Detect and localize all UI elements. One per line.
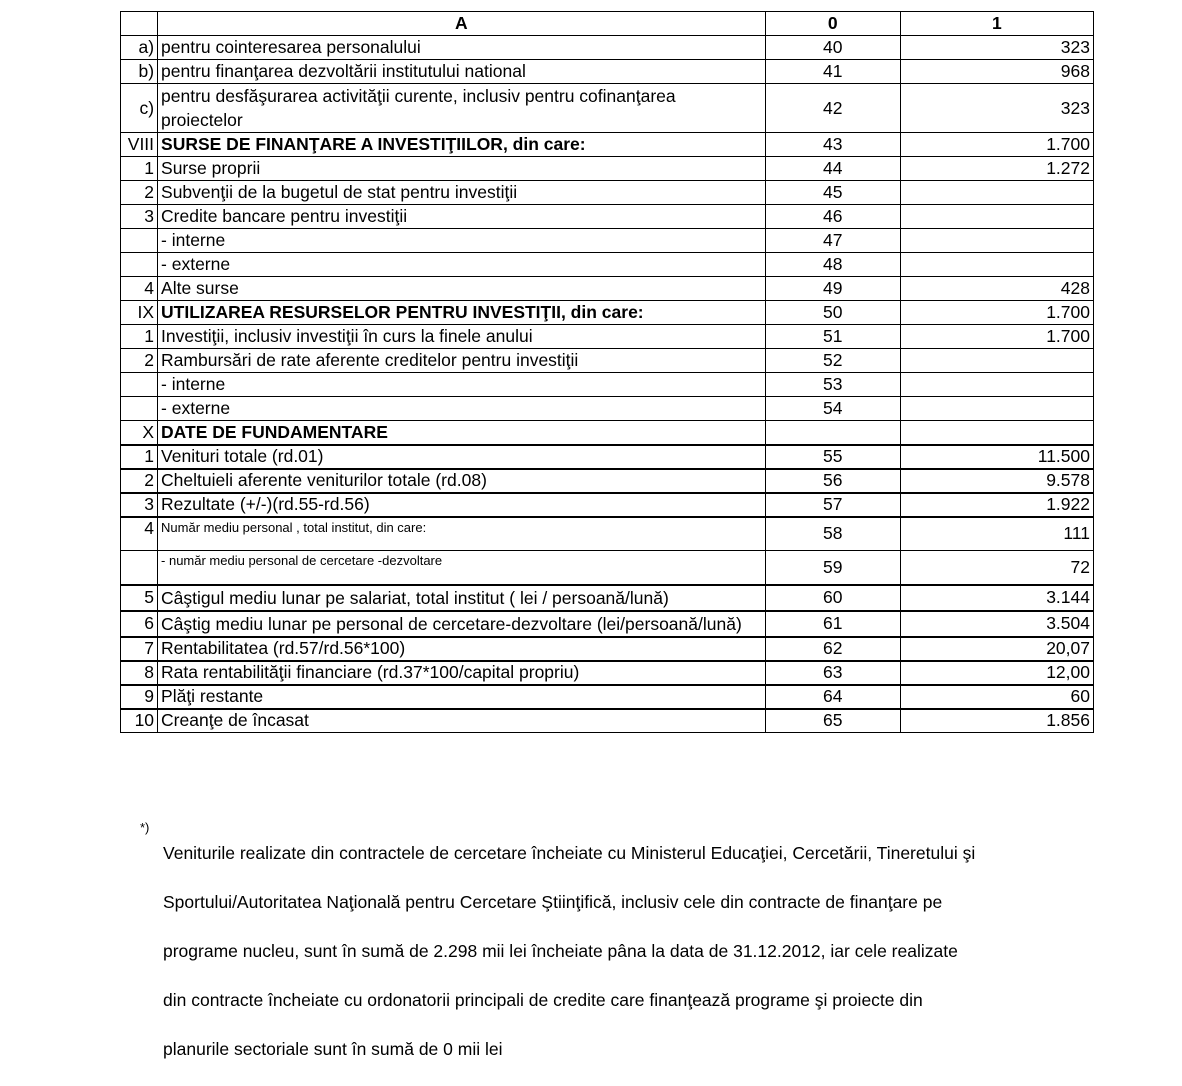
header-col-0: 0 — [765, 12, 900, 36]
row-label: Câştigul mediu lunar pe salariat, total institut ( lei / persoană/lună) — [158, 585, 766, 611]
row-label: Credite bancare pentru investiţii — [158, 205, 766, 229]
row-index: c) — [121, 84, 158, 133]
row-index: 1 — [121, 445, 158, 469]
row-index: 8 — [121, 661, 158, 685]
row-index: b) — [121, 60, 158, 84]
row-label: - interne — [158, 229, 766, 253]
row-index: 1 — [121, 325, 158, 349]
table-row — [121, 445, 1094, 469]
row-value: 9.578 — [900, 469, 1093, 493]
row-index — [121, 397, 158, 421]
row-index: 3 — [121, 205, 158, 229]
row-label: Venituri totale (rd.01) — [158, 445, 766, 469]
row-code: 64 — [765, 685, 900, 709]
row-value — [900, 373, 1093, 397]
table-row — [121, 301, 1094, 325]
footnote-line: Sportului/Autoritatea Naţională pentru Cercetare Ştiinţifică, inclusiv cele din contracte de finanţare pe — [163, 891, 943, 912]
table-row — [121, 133, 1094, 157]
row-label: Număr mediu personal , total institut, din care: — [158, 517, 766, 551]
row-index: IX — [121, 301, 158, 325]
row-label: Subvenţii de la bugetul de stat pentru investiţii — [158, 181, 766, 205]
table-row — [121, 84, 1094, 133]
row-label: - număr mediu personal de cercetare -dezvoltare — [158, 551, 766, 585]
table-row — [121, 229, 1094, 253]
row-code: 59 — [765, 551, 900, 585]
row-label: Rata rentabilităţii financiare (rd.37*100/capital propriu) — [158, 661, 766, 685]
row-code: 55 — [765, 445, 900, 469]
row-value: 72 — [900, 551, 1093, 585]
row-index: 2 — [121, 181, 158, 205]
row-code: 40 — [765, 36, 900, 60]
row-label: UTILIZAREA RESURSELOR PENTRU INVESTIŢII, din care: — [158, 301, 766, 325]
footnote-line: programe nucleu, sunt în sumă de 2.298 mii lei încheiate pâna la data de 31.12.2012, iar cele realizate — [163, 940, 958, 961]
row-label: Plăţi restante — [158, 685, 766, 709]
header-col-1: 1 — [900, 12, 1093, 36]
row-index: 7 — [121, 637, 158, 661]
table-row — [121, 517, 1094, 551]
row-label: pentru desfăşurarea activităţii curente, inclusiv pentru cofinanţarea proiectelor — [158, 84, 766, 133]
row-label: Rezultate (+/-)(rd.55-rd.56) — [158, 493, 766, 517]
row-index: VIII — [121, 133, 158, 157]
table-row — [121, 685, 1094, 709]
row-code: 57 — [765, 493, 900, 517]
row-value — [900, 397, 1093, 421]
row-code: 51 — [765, 325, 900, 349]
row-value: 323 — [900, 84, 1093, 133]
row-index: 2 — [121, 349, 158, 373]
row-value: 3.504 — [900, 611, 1093, 637]
row-code: 65 — [765, 709, 900, 733]
row-index: 4 — [121, 517, 158, 551]
row-code: 43 — [765, 133, 900, 157]
row-index — [121, 373, 158, 397]
row-index — [121, 253, 158, 277]
row-label: pentru finanţarea dezvoltării institutului national — [158, 60, 766, 84]
row-code: 44 — [765, 157, 900, 181]
row-value — [900, 205, 1093, 229]
table-row — [121, 637, 1094, 661]
row-label: Rambursări de rate aferente creditelor pentru investiţii — [158, 349, 766, 373]
table-row — [121, 60, 1094, 84]
header-idx — [121, 12, 158, 36]
row-index — [121, 229, 158, 253]
table-row — [121, 349, 1094, 373]
footnote-text — [163, 816, 1100, 1086]
row-index: a) — [121, 36, 158, 60]
row-code: 46 — [765, 205, 900, 229]
row-value: 12,00 — [900, 661, 1093, 685]
footnote-line: din contracte încheiate cu ordonatorii principali de credite care finanţează programe şi proiecte din — [163, 989, 923, 1010]
row-index: 9 — [121, 685, 158, 709]
row-index: 6 — [121, 611, 158, 637]
table-row — [121, 277, 1094, 301]
table-row — [121, 373, 1094, 397]
row-value: 1.700 — [900, 133, 1093, 157]
table-row — [121, 493, 1094, 517]
row-label: pentru cointeresarea personalului — [158, 36, 766, 60]
table-row — [121, 469, 1094, 493]
table-row — [121, 205, 1094, 229]
row-code: 49 — [765, 277, 900, 301]
table-row — [121, 421, 1094, 445]
row-code: 56 — [765, 469, 900, 493]
row-label: DATE DE FUNDAMENTARE — [158, 421, 766, 445]
row-value: 20,07 — [900, 637, 1093, 661]
footnote — [140, 816, 1100, 1086]
row-value: 428 — [900, 277, 1093, 301]
row-index: 4 — [121, 277, 158, 301]
row-value: 1.922 — [900, 493, 1093, 517]
table-row — [121, 661, 1094, 685]
row-value: 11.500 — [900, 445, 1093, 469]
table-row — [121, 253, 1094, 277]
row-label: Cheltuieli aferente veniturilor totale (rd.08) — [158, 469, 766, 493]
row-label: Câştig mediu lunar pe personal de cercetare-dezvoltare (lei/persoană/lună) — [158, 611, 766, 637]
row-code: 63 — [765, 661, 900, 685]
row-code: 61 — [765, 611, 900, 637]
row-index: 5 — [121, 585, 158, 611]
table-header-row — [121, 12, 1094, 36]
row-code — [765, 421, 900, 445]
row-code: 41 — [765, 60, 900, 84]
row-value: 60 — [900, 685, 1093, 709]
header-col-a: A — [158, 12, 766, 36]
footnote-marker: *) — [140, 820, 150, 835]
row-label: Rentabilitatea (rd.57/rd.56*100) — [158, 637, 766, 661]
row-value: 1.856 — [900, 709, 1093, 733]
row-label: - interne — [158, 373, 766, 397]
row-code: 60 — [765, 585, 900, 611]
row-value: 3.144 — [900, 585, 1093, 611]
footnote-line: Veniturile realizate din contractele de cercetare încheiate cu Ministerul Educaţiei, Cercetării, Tineretului şi — [163, 842, 976, 863]
row-index: 1 — [121, 157, 158, 181]
row-index: 3 — [121, 493, 158, 517]
row-value — [900, 181, 1093, 205]
row-value: 323 — [900, 36, 1093, 60]
row-value: 1.272 — [900, 157, 1093, 181]
row-code: 62 — [765, 637, 900, 661]
footnote-line: planurile sectoriale sunt în sumă de 0 mii lei — [163, 1038, 503, 1059]
row-index — [121, 551, 158, 585]
row-label: SURSE DE FINANŢARE A INVESTIŢIILOR, din care: — [158, 133, 766, 157]
row-code: 52 — [765, 349, 900, 373]
row-code: 58 — [765, 517, 900, 551]
row-code: 42 — [765, 84, 900, 133]
financial-table — [120, 11, 1094, 733]
row-label: Surse proprii — [158, 157, 766, 181]
row-code: 48 — [765, 253, 900, 277]
row-value: 111 — [900, 517, 1093, 551]
table-row — [121, 157, 1094, 181]
table-row — [121, 551, 1094, 585]
row-code: 50 — [765, 301, 900, 325]
row-label: Creanţe de încasat — [158, 709, 766, 733]
table-row — [121, 709, 1094, 733]
row-code: 47 — [765, 229, 900, 253]
row-value — [900, 421, 1093, 445]
row-label: - externe — [158, 253, 766, 277]
row-value: 968 — [900, 60, 1093, 84]
row-code: 53 — [765, 373, 900, 397]
table-row — [121, 181, 1094, 205]
table-row — [121, 585, 1094, 611]
row-label: - externe — [158, 397, 766, 421]
row-value: 1.700 — [900, 325, 1093, 349]
row-index: 2 — [121, 469, 158, 493]
table-row — [121, 397, 1094, 421]
row-index: X — [121, 421, 158, 445]
table-row — [121, 325, 1094, 349]
row-index: 10 — [121, 709, 158, 733]
row-value — [900, 349, 1093, 373]
row-label: Alte surse — [158, 277, 766, 301]
row-value: 1.700 — [900, 301, 1093, 325]
table-row — [121, 36, 1094, 60]
row-value — [900, 229, 1093, 253]
row-code: 45 — [765, 181, 900, 205]
table-row — [121, 611, 1094, 637]
row-code: 54 — [765, 397, 900, 421]
row-value — [900, 253, 1093, 277]
row-label: Investiţii, inclusiv investiţii în curs la finele anului — [158, 325, 766, 349]
